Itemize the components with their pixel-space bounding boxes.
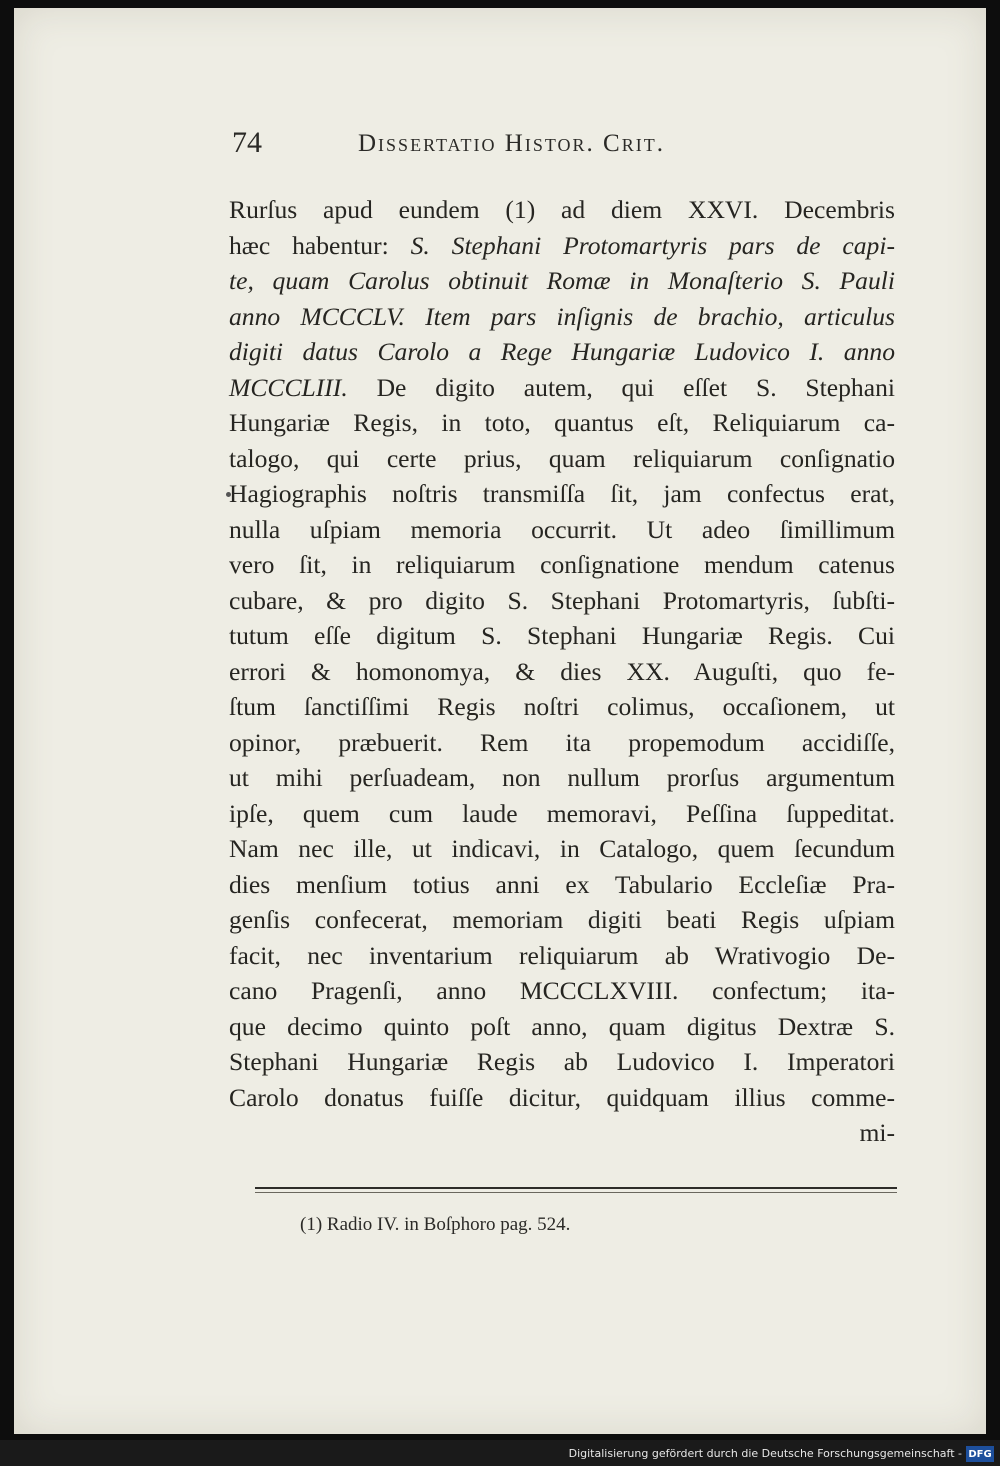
roman-text: errori & homonomya, & dies XX. Auguſti, quo fe- (229, 656, 895, 686)
italic-text: S. Stephani Protomartyris pars de capi- (410, 230, 895, 260)
roman-text: ipſe, quem cum laude memoravi, Peſſina ſuppeditat. (229, 798, 895, 828)
roman-text: Hungariæ Regis, in toto, quantus eſt, Reliquiarum ca- (229, 408, 895, 437)
roman-text: Carolo donatus fuiſſe dicitur, quidquam illius comme- (229, 1082, 895, 1112)
text-line (229, 1080, 895, 1116)
dfg-logo: DFG (966, 1446, 994, 1462)
text-line (229, 938, 895, 974)
text-line (229, 370, 895, 406)
page-number: 74 (232, 126, 262, 159)
roman-text: Stephani Hungariæ Regis ab Ludovico I. Imperatori (229, 1047, 895, 1076)
text-line (229, 796, 895, 832)
body-text (229, 192, 895, 1151)
text-line (229, 618, 895, 654)
text-line (229, 689, 895, 725)
text-line (229, 654, 895, 690)
text-line (229, 1044, 895, 1080)
text-line (229, 867, 895, 903)
roman-text: mi- (859, 1118, 895, 1147)
roman-text: que decimo quinto poſt anno, quam digitus Dextræ S. (229, 1011, 895, 1041)
roman-text: cubare, & pro digito S. Stephani Protomartyris, ſubſti- (229, 585, 895, 615)
footnote-rule-thin (255, 1192, 897, 1193)
text-line (229, 299, 895, 335)
running-head: Dissertatio Histor. Crit. (358, 130, 665, 157)
text-line (229, 547, 895, 583)
text-line (229, 263, 895, 299)
text-line (229, 192, 895, 228)
roman-text: ſtum ſanctiſſimi Regis noſtri colimus, occaſionem, ut (229, 692, 895, 721)
roman-text: hæc habentur: (229, 230, 411, 260)
roman-text: opinor, præbuerit. Rem ita propemodum accidiſſe, (229, 727, 895, 757)
roman-text: dies menſium totius anni ex Tabulario Eccleſiæ Pra- (229, 869, 895, 899)
text-line (229, 512, 895, 548)
text-line (229, 334, 895, 370)
italic-text: anno MCCCLV. Item pars inſignis de brachio, articulus (229, 301, 895, 331)
footnote: (1) Radio IV. in Boſphoro pag. 524. (300, 1214, 571, 1235)
text-line (229, 476, 895, 512)
roman-text: genſis confecerat, memoriam digiti beati Regis uſpiam (229, 905, 895, 934)
text-line (229, 405, 895, 441)
text-line (229, 1115, 895, 1151)
text-line (229, 725, 895, 761)
roman-text: cano Pragenſi, anno MCCCLXVIII. confectum; ita- (229, 976, 895, 1005)
digitization-credit: Digitalisierung gefördert durch die Deutsche Forschungsgemeinschaft - (568, 1447, 962, 1460)
text-line (229, 831, 895, 867)
text-line (229, 228, 895, 264)
roman-text: Nam nec ille, ut indicavi, in Catalogo, quem ſecundum (229, 834, 895, 863)
roman-text: De digito autem, qui eſſet S. Stephani (347, 372, 895, 402)
footnote-rule (255, 1187, 897, 1189)
roman-text: tutum eſſe digitum S. Stephani Hungariæ Regis. Cui (229, 621, 895, 650)
text-line (229, 441, 895, 477)
italic-text: digiti datus Carolo a Rege Hungariæ Ludovico I. anno (229, 337, 895, 366)
italic-text: te, quam Carolus obtinuit Romæ in Monaſterio S. Pauli (229, 266, 895, 295)
text-line (229, 583, 895, 619)
text-line (229, 760, 895, 796)
roman-text: ut mihi perſuadeam, non nullum prorſus argumentum (229, 763, 895, 792)
page-header (232, 126, 892, 166)
roman-text: Hagiographis noſtris transmiſſa ſit, jam confectus erat, (229, 479, 895, 508)
text-line (229, 1009, 895, 1045)
italic-text: MCCCLIII. (229, 372, 348, 402)
roman-text: vero ſit, in reliquiarum conſignatione mendum catenus (229, 550, 895, 579)
text-line (229, 973, 895, 1009)
roman-text: facit, nec inventarium reliquiarum ab Wrativogio De- (229, 940, 895, 970)
roman-text: Rurſus apud eundem (1) ad diem XXVI. Decembris (229, 195, 895, 224)
text-line (229, 902, 895, 938)
roman-text: nulla uſpiam memoria occurrit. Ut adeo ſimillimum (229, 514, 895, 544)
roman-text: talogo, qui certe prius, quam reliquiarum conſignatio (229, 443, 895, 473)
